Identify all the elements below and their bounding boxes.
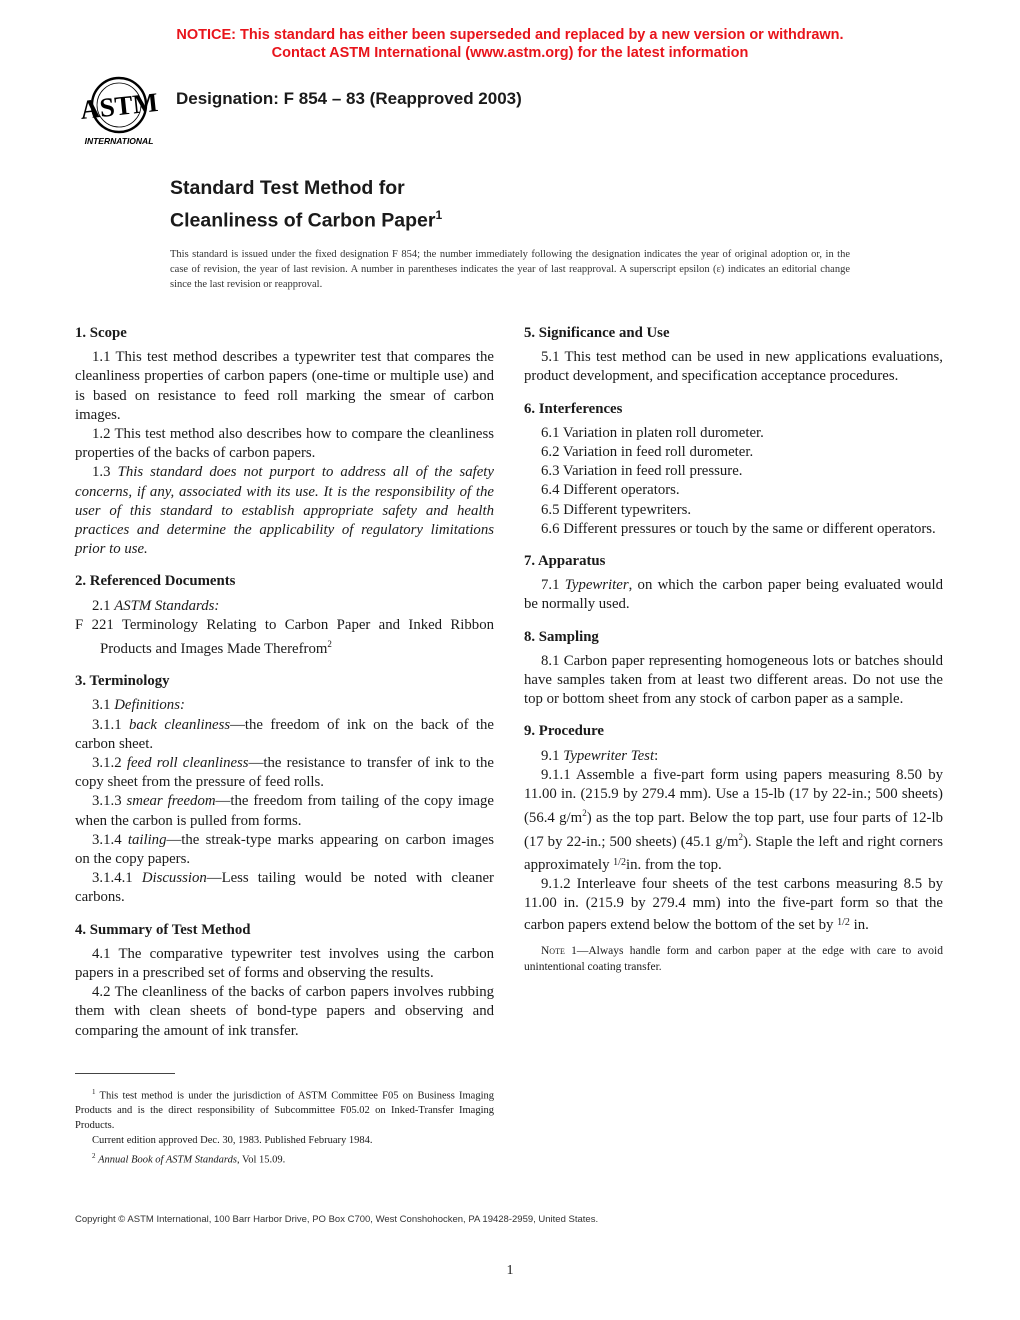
footnote-1-edition: Current edition approved Dec. 30, 1983. Published February 1984. bbox=[92, 1134, 373, 1146]
definition-tailing: 3.1.4 tailing—the streak-type marks appearing on carbon images on the copy papers. bbox=[75, 831, 494, 867]
safety-statement: This standard does not purport to address all of the safety concerns, if any, associated with its use. It is the responsibility of the user of this standard to establish appropriate safety and health practices and determine the applicability of regulatory limitations prior to use. bbox=[75, 464, 494, 558]
reference-f221: F 221 Terminology Relating to Carbon Paper and Inked Ribbon Products and Images Made Therefrom$^2$ bbox=[75, 616, 494, 657]
interference-item: 6.6 Different pressures or touch by the same or different operators. bbox=[541, 520, 936, 537]
designation: Designation: F 854 – 83 (Reapproved 2003) bbox=[176, 89, 522, 108]
svg-text:ASTM: ASTM bbox=[78, 86, 160, 125]
interference-item: 6.2 Variation in feed roll durometer. bbox=[541, 444, 754, 461]
title-text: Cleanliness of Carbon Paper bbox=[170, 209, 436, 232]
preamble: This standard is issued under the fixed designation F 854; the number immediately following the designation indicates the year of original adoption or, in the case of revision, the year of last revision. A number in parentheses indicates the year of last reapproval. A superscript epsilon (ε) indicates an editorial change since the last revision or reapproval. bbox=[170, 249, 850, 290]
footnotes bbox=[75, 1085, 494, 1168]
paragraph-7-1: 7.1 Typewriter, on which the carbon paper being evaluated would be normally used. bbox=[524, 577, 943, 613]
section-heading-significance: 5. Significance and Use bbox=[524, 325, 670, 341]
document-title bbox=[170, 175, 442, 235]
title-line-2 bbox=[170, 202, 442, 235]
interference-item: 6.4 Different operators. bbox=[541, 482, 680, 499]
discussion-tailing: 3.1.4.1 Discussion—Less tailing would be noted with cleaner carbons. bbox=[75, 870, 494, 906]
section-heading-interferences: 6. Interferences bbox=[524, 400, 623, 417]
fraction-half: 1/2 bbox=[837, 917, 850, 929]
section-heading-scope: 1. Scope bbox=[75, 325, 127, 341]
footnote-divider bbox=[75, 1073, 175, 1074]
withdrawal-notice bbox=[0, 26, 1020, 62]
definition-feed-roll-cleanliness: 3.1.2 feed roll cleanliness—the resistance to transfer of ink to the copy sheet from the pressure of feed rolls. bbox=[75, 754, 494, 791]
logo-wordmark: INTERNATIONAL bbox=[84, 136, 154, 146]
interference-item: 6.5 Different typewriters. bbox=[541, 501, 692, 518]
paragraph-3-1: 3.1 Definitions: bbox=[92, 697, 185, 714]
paragraph-9-1-2: 9.1.2 Interleave four sheets of the test carbons measuring 8.5 by 11.00 in. (215.9 by 279.4 mm) into the five-part form so that the carbon papers extend below the bottom of the set by $^{1/2}$ in. bbox=[524, 875, 943, 934]
left-column bbox=[75, 320, 494, 1041]
section-heading-procedure: 9. Procedure bbox=[524, 723, 604, 740]
section-heading-summary: 4. Summary of Test Method bbox=[75, 921, 251, 938]
paragraph-9-1-1: 9.1.1 Assemble a five-part form using papers measuring 8.50 by 11.00 in. (215.9 by 279.4 mm). Use a 15-lb (17 by 22-in.; 500 sheets) (56.4 $g/m^2$) as the top part. Below the top part, use four parts of 12-lb (17 by 22-in.; 500 sheets) (45.1 $g/m^2$). Staple the left and right corners approximately $^{1/2}$in. from the top. bbox=[524, 766, 943, 873]
fraction-half: 1/2 bbox=[613, 856, 626, 868]
definition-back-cleanliness: 3.1.1 back cleanliness—the freedom of ink on the back of the carbon sheet. bbox=[75, 716, 494, 752]
title-footnote-mark: 1 bbox=[435, 208, 443, 222]
interference-item: 6.1 Variation in platen roll durometer. bbox=[541, 424, 764, 441]
footnote-2: $^2$ Annual Book of ASTM Standards, Vol 15.09. bbox=[92, 1151, 286, 1166]
paragraph-8-1: 8.1 Carbon paper representing homogeneous lots or batches should have samples taken from at least two different areas. Do not use the top or bottom sheet from any stock of carbon paper as a sample. bbox=[524, 652, 943, 708]
notice-line-1: NOTICE: This standard has either been superseded and replaced by a new version or withdrawn. bbox=[176, 27, 844, 43]
section-heading-referenced: 2. Referenced Documents bbox=[75, 573, 236, 590]
paragraph-1-3: 1.3 This standard does not purport to address all of the safety concerns, if any, associated with its use. It is the responsibility of the user of this standard to establish appropriate safety and health practices and determine the applicability of regulatory limitations prior to use. bbox=[75, 464, 494, 558]
paragraph-5-1: 5.1 This test method can be used in new applications evaluations, product development, and specification acceptance procedures. bbox=[524, 349, 943, 385]
paragraph-2-1: 2.1 ASTM Standards: bbox=[92, 597, 220, 614]
notice-line-2: Contact ASTM International (www.astm.org) for the latest information bbox=[271, 45, 749, 61]
reference-footnote-mark: 2 bbox=[327, 639, 332, 650]
section-heading-apparatus: 7. Apparatus bbox=[524, 553, 606, 570]
title-line-1: Standard Test Method for bbox=[170, 177, 405, 199]
astm-logo-icon bbox=[78, 74, 160, 148]
definition-smear-freedom: 3.1.3 smear freedom—the freedom from tailing of the copy image when the carbon is pulled from forms. bbox=[75, 793, 494, 829]
paragraph-1-2: 1.2 This test method also describes how to compare the cleanliness properties of the backs of carbon papers. bbox=[75, 426, 494, 462]
section-heading-terminology: 3. Terminology bbox=[75, 673, 170, 690]
paragraph-4-1: 4.1 The comparative typewriter test involves using the carbon papers in a prescribed set of forms and observing the results. bbox=[75, 945, 494, 982]
page-number: 1 bbox=[506, 1263, 514, 1278]
note-1: Note 1—Always handle form and carbon paper at the edge with care to avoid unintentional coating transfer. bbox=[524, 945, 943, 974]
footnote-1: $^1$ This test method is under the jurisdiction of ASTM Committee F05 on Business Imaging Products and is the direct responsibility of Subcommittee F05.02 on Inked-Transfer Imaging Products. bbox=[75, 1088, 495, 1132]
right-column bbox=[524, 320, 943, 975]
paragraph-4-2: 4.2 The cleanliness of the backs of carbon papers involves rubbing them with clean sheets of bond-type papers and observing and comparing the amount of ink transfer. bbox=[75, 984, 494, 1039]
paragraph-9-1: 9.1 Typewriter Test: bbox=[541, 747, 659, 764]
section-heading-sampling: 8. Sampling bbox=[524, 628, 599, 645]
copyright: Copyright © ASTM International, 100 Barr Harbor Drive, PO Box C700, West Conshohocken, PA 19428-2959, United States. bbox=[75, 1214, 599, 1225]
paragraph-1-1: 1.1 This test method describes a typewriter test that compares the cleanliness properties of carbon papers (one-time or multiple use) and is based on resistance to feed roll marking the smear of carbon images. bbox=[75, 349, 494, 423]
interference-item: 6.3 Variation in feed roll pressure. bbox=[541, 463, 743, 480]
